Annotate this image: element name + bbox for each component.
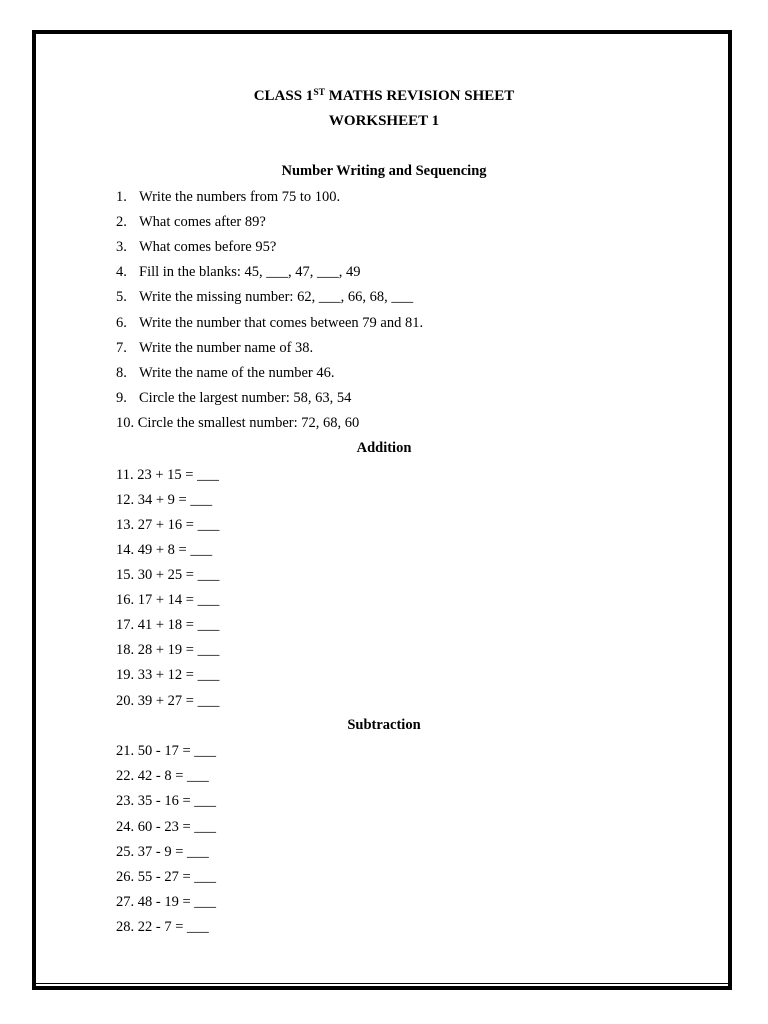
question-text: What comes after 89?: [139, 214, 266, 230]
addition-problem: 19. 33 + 12 = ___: [116, 667, 220, 683]
worksheet-number: WORKSHEET 1: [328, 113, 440, 129]
subtraction-problem: 24. 60 - 23 = ___: [116, 819, 217, 835]
question-text: Write the number name of 38.: [139, 340, 314, 356]
subtraction-problem: 25. 37 - 9 = ___: [116, 844, 209, 860]
subtraction-problem: 22. 42 - 8 = ___: [116, 768, 209, 784]
question-number: 3.: [116, 239, 127, 255]
question-text: Circle the largest number: 58, 63, 54: [139, 390, 352, 406]
question-number: 4.: [116, 264, 127, 280]
question-number: 5.: [116, 289, 127, 305]
section-heading-subtraction: Subtraction: [347, 717, 421, 733]
title-class: CLASS 1: [253, 88, 314, 104]
question-item: [116, 238, 276, 256]
title-superscript: ST: [313, 88, 325, 98]
addition-problem: 15. 30 + 25 = ___: [116, 567, 220, 583]
question-item: [116, 288, 413, 306]
section-heading-number-writing: Number Writing and Sequencing: [281, 163, 487, 179]
addition-problem: 18. 28 + 19 = ___: [116, 642, 220, 658]
title-subject: MATHS REVISION SHEET: [324, 88, 515, 104]
addition-problem: 12. 34 + 9 = ___: [116, 492, 213, 508]
question-number: 8.: [116, 365, 127, 381]
question-text: Circle the smallest number: 72, 68, 60: [137, 415, 360, 431]
question-number: 1.: [116, 189, 127, 205]
worksheet-title: [0, 87, 768, 105]
section-heading-addition: Addition: [356, 440, 412, 456]
subtraction-problem: 21. 50 - 17 = ___: [116, 743, 217, 759]
question-number: 6.: [116, 315, 127, 331]
question-text: Write the numbers from 75 to 100.: [139, 189, 341, 205]
question-item: [116, 414, 359, 432]
question-text: Write the name of the number 46.: [139, 365, 335, 381]
question-number: 2.: [116, 214, 127, 230]
question-number: 10.: [116, 415, 135, 431]
question-text: Fill in the blanks: 45, ___, 47, ___, 49: [139, 264, 361, 280]
question-item: [116, 314, 423, 332]
subtraction-problem: 23. 35 - 16 = ___: [116, 793, 217, 809]
page-border-bottom-rule: [36, 983, 728, 984]
question-text: What comes before 95?: [139, 239, 277, 255]
question-item: [116, 389, 351, 407]
addition-problem: 14. 49 + 8 = ___: [116, 542, 213, 558]
addition-problem: 13. 27 + 16 = ___: [116, 517, 220, 533]
question-item: [116, 188, 340, 206]
subtraction-problem: 28. 22 - 7 = ___: [116, 919, 209, 935]
question-text: Write the missing number: 62, ___, 66, 68, ___: [139, 289, 414, 305]
question-number: 7.: [116, 340, 127, 356]
question-number: 9.: [116, 390, 127, 406]
question-item: [116, 364, 335, 382]
subtraction-problem: 27. 48 - 19 = ___: [116, 894, 217, 910]
question-item: [116, 263, 361, 281]
question-item: [116, 213, 266, 231]
addition-problem: 20. 39 + 27 = ___: [116, 693, 220, 709]
subtraction-problem: 26. 55 - 27 = ___: [116, 869, 217, 885]
question-text: Write the number that comes between 79 and 81.: [139, 315, 424, 331]
question-item: [116, 339, 313, 357]
addition-problem: 17. 41 + 18 = ___: [116, 617, 220, 633]
addition-problem: 16. 17 + 14 = ___: [116, 592, 220, 608]
addition-problem: 11. 23 + 15 = ___: [116, 467, 219, 483]
